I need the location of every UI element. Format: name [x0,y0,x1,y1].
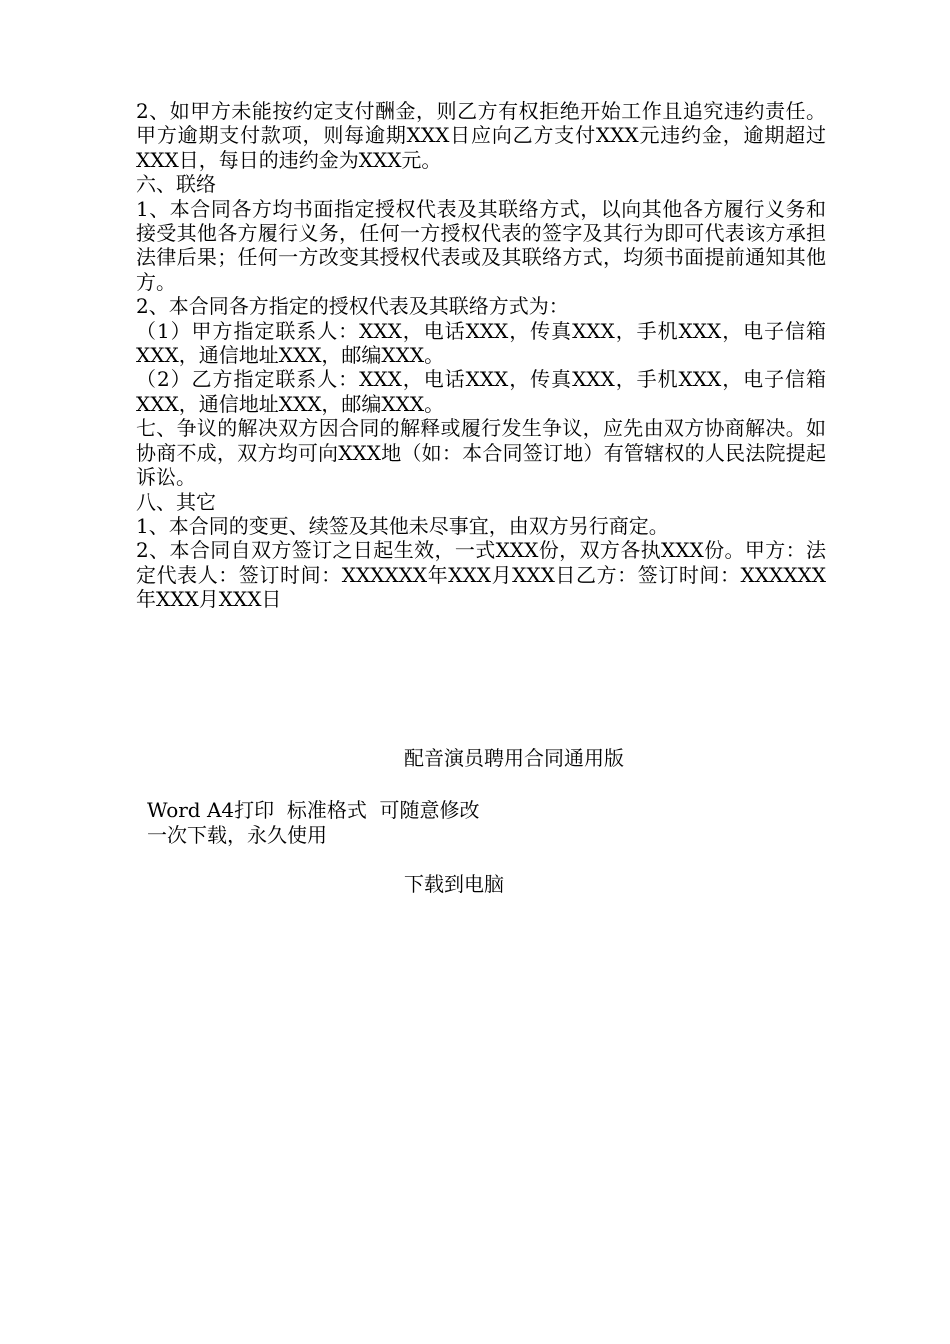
contract-body [136,99,826,612]
section-dispute-resolution: 七、争议的解决双方因合同的解释或履行发生争议，应先由双方协商解决。如协商不成，双方均可向XXX地（如：本合同签订地）有管辖权的人民法院提起诉讼。 [136,416,826,490]
clause-representative-details: 2、本合同各方指定的授权代表及其联络方式为： [136,294,569,319]
clause-effectiveness-signatures: 2、本合同自双方签订之日起生效，一式XXX份，双方各执XXX份。甲方：法定代表人：签订时间：XXXXXX年XXX月XXX日乙方：签订时间：XXXXXX年XXX月XXX日 [136,538,826,612]
promo-usage-info: 一次下载，永久使用 [147,823,327,847]
clause-party-a-contact: （1）甲方指定联系人：XXX，电话XXX，传真XXX，手机XXX，电子信箱XXX，通信地址XXX，邮编XXX。 [136,318,826,368]
clause-amendments: 1、本合同的变更、续签及其他未尽事宜，由双方另行商定。 [136,513,669,538]
clause-authorized-representatives: 1、本合同各方均书面指定授权代表及其联络方式，以向其他各方履行义务和接受其他各方履行义务，任何一方授权代表的签字及其行为即可代表该方承担法律后果；任何一方改变其授权代表或及其联络方式，均须书面提前通知其他方。 [136,196,826,294]
section-heading-contact: 六、联络 [136,172,216,197]
promo-format-info: Word A4打印 标准格式 可随意修改 [147,798,480,822]
download-to-computer-link[interactable]: 下载到电脑 [404,872,504,896]
clause-party-b-contact: （2）乙方指定联系人：XXX，电话XXX，传真XXX，手机XXX，电子信箱XXX，通信地址XXX，邮编XXX。 [136,367,826,416]
promo-title: 配音演员聘用合同通用版 [404,746,624,770]
section-heading-other: 八、其它 [136,489,216,514]
clause-payment-default: 2、如甲方未能按约定支付酬金，则乙方有权拒绝开始工作且追究违约责任。甲方逾期支付款项，则每逾期XXX日应向乙方支付XXX元违约金，逾期超过XXX日，每日的违约金为XXX元。 [136,99,826,172]
